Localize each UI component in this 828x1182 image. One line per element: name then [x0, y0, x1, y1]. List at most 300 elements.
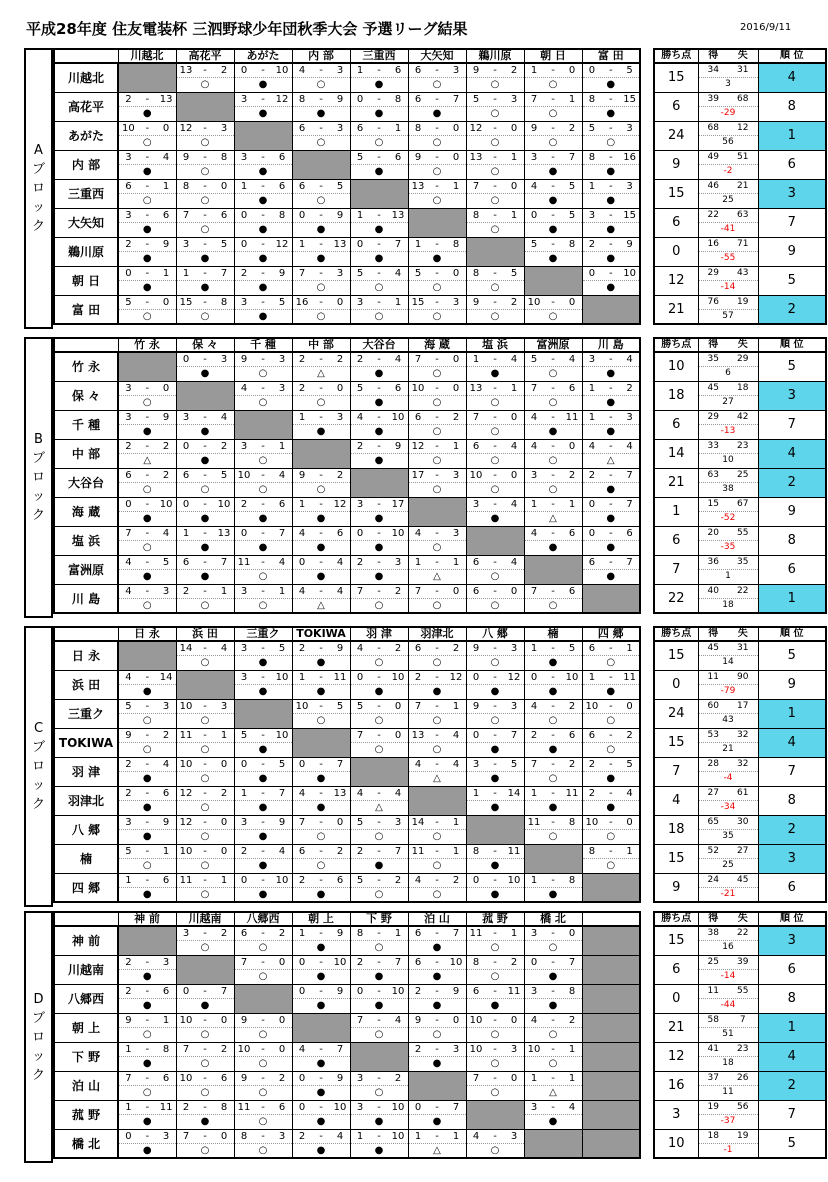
game-score [409, 585, 466, 599]
score-dash: - [493, 700, 497, 712]
game-score [293, 845, 350, 859]
runs-allowed: 29 [737, 354, 749, 364]
runs-against: 3 [452, 527, 460, 539]
runs-for: 6 [588, 556, 596, 568]
runs-against: 4 [394, 354, 402, 365]
runs-against: 0 [452, 122, 460, 134]
score-dash: - [608, 267, 613, 279]
result-mark: ○ [548, 396, 558, 408]
game-cell [118, 295, 176, 324]
runs-against: 6 [568, 729, 576, 741]
runs-against: 2 [394, 874, 402, 886]
score-dash: - [203, 209, 207, 221]
game-cell [118, 670, 176, 699]
score-dash: - [203, 527, 207, 539]
game-cell [466, 699, 524, 728]
runs-for: 3 [588, 354, 596, 365]
runs-summary [698, 208, 758, 237]
team-name: 羽 津 [54, 757, 118, 786]
game-score [351, 267, 408, 281]
runs-against: 11 [333, 671, 347, 683]
header-corner [54, 627, 118, 641]
team-row [54, 815, 640, 844]
game-cell [466, 926, 524, 955]
empty-cell [466, 526, 524, 555]
game-score [351, 1072, 408, 1086]
runs-for: 8 [472, 267, 480, 279]
game-score [119, 440, 176, 454]
score-dash: - [377, 498, 381, 510]
runs-against: 1 [452, 845, 460, 857]
result-mark: ○ [374, 888, 384, 900]
runs-for: 3 [472, 498, 480, 510]
runs-scored-allowed [699, 296, 758, 310]
result-mark: ● [258, 79, 268, 90]
game-cell [524, 439, 582, 468]
runs-for: 4 [298, 585, 306, 597]
report-date: 2016/9/11 [740, 22, 792, 33]
runs-for: 12 [469, 122, 483, 134]
result-mark: ○ [432, 599, 442, 611]
result-mark: ○ [200, 1057, 210, 1069]
runs-against: 4 [162, 527, 170, 539]
rank-value: 2 [758, 1071, 826, 1100]
runs-for: 7 [530, 758, 538, 770]
runs-for: 10 [237, 469, 251, 481]
column-header: 羽 津 [350, 627, 408, 641]
game-score [235, 671, 292, 685]
runs-summary [698, 815, 758, 844]
runs-for: 6 [472, 985, 480, 997]
team-name: 神 前 [54, 926, 118, 955]
runs-scored: 39 [707, 93, 719, 104]
column-header: 朝 上 [292, 912, 350, 926]
score-dash: - [261, 209, 265, 221]
runs-scored: 38 [707, 928, 719, 938]
game-cell [466, 92, 524, 121]
game-cell [466, 1129, 524, 1158]
result-mark: ● [258, 772, 268, 784]
rank-value: 8 [758, 984, 826, 1013]
rank-value: 9 [758, 237, 826, 266]
game-cell [582, 150, 640, 179]
game-cell [466, 295, 524, 324]
standing-row [654, 1071, 826, 1100]
game-cell [176, 1100, 234, 1129]
runs-for: 8 [240, 1130, 248, 1142]
game-cell [118, 121, 176, 150]
score-dash: - [435, 956, 439, 968]
result-mark: ○ [258, 970, 268, 982]
block-label [24, 48, 53, 329]
game-score [525, 1014, 582, 1028]
game-cell [408, 1100, 466, 1129]
runs-summary [698, 873, 758, 902]
runs-against: 9 [278, 816, 286, 828]
runs-against: 0 [278, 1043, 286, 1055]
run-differential: -13 [720, 425, 736, 436]
runs-for: 1 [125, 1101, 132, 1113]
runs-for: 6 [298, 180, 306, 192]
runs-for: 5 [530, 238, 538, 250]
runs-against: 2 [452, 643, 460, 654]
runs-against: 7 [452, 928, 460, 939]
score-dash: - [377, 238, 381, 250]
empty-cell [350, 1042, 408, 1071]
runs-against: 6 [162, 1072, 170, 1084]
team-row [54, 497, 640, 526]
score-dash: - [493, 1072, 497, 1084]
score-dash: - [319, 556, 323, 568]
game-score [409, 729, 466, 743]
empty-cell [582, 1100, 640, 1129]
runs-against: 3 [452, 1043, 460, 1055]
runs-against: 2 [568, 122, 576, 134]
result-mark: ○ [490, 970, 500, 982]
runs-against: 3 [510, 1043, 518, 1055]
runs-against: 9 [162, 411, 170, 423]
runs-against: 7 [394, 956, 402, 968]
runs-against: 3 [452, 296, 460, 308]
result-mark: ○ [432, 368, 442, 379]
runs-for: 7 [530, 585, 538, 597]
runs-for: 7 [530, 93, 538, 105]
result-mark: ○ [490, 483, 500, 495]
runs-scored-allowed [699, 353, 758, 367]
score-dash: - [261, 354, 265, 365]
header-corner [54, 338, 118, 352]
runs-for: 1 [530, 787, 538, 799]
runs-against: 1 [626, 845, 633, 857]
game-cell [118, 786, 176, 815]
runs-for: 7 [414, 585, 422, 597]
score-dash: - [377, 729, 381, 741]
runs-against: 1 [626, 643, 633, 654]
result-mark: ○ [432, 888, 442, 900]
runs-for: 4 [356, 411, 364, 423]
game-score [525, 469, 582, 483]
runs-against: 3 [278, 354, 286, 365]
runs-against: 7 [220, 267, 228, 279]
runs-for: 1 [588, 382, 596, 394]
result-mark: ○ [374, 743, 384, 755]
game-score [119, 267, 176, 281]
runs-summary [698, 439, 758, 468]
game-score [351, 151, 408, 165]
runs-for: 6 [414, 643, 422, 654]
score-dash: - [319, 874, 323, 886]
game-cell [466, 381, 524, 410]
result-mark: ○ [200, 310, 210, 322]
game-cell [118, 1013, 176, 1042]
column-header [582, 912, 640, 926]
game-cell [292, 786, 350, 815]
runs-against: 5 [626, 758, 633, 770]
game-score [177, 238, 234, 252]
game-cell [408, 121, 466, 150]
score-dash: - [551, 758, 555, 770]
runs-against: 6 [278, 180, 286, 192]
runs-for: 0 [298, 758, 306, 770]
score-dash: - [551, 928, 555, 939]
team-name: 塩 浜 [54, 526, 118, 555]
result-mark: ○ [490, 1086, 500, 1098]
runs-against: 4 [162, 151, 170, 163]
game-cell [466, 641, 524, 670]
game-cell [292, 955, 350, 984]
runs-for: 7 [356, 729, 364, 741]
score-dash: - [435, 122, 439, 134]
game-cell [524, 641, 582, 670]
runs-against: 11 [507, 985, 521, 997]
result-mark: ● [374, 970, 384, 982]
game-cell [466, 1071, 524, 1100]
team-name: 朝 上 [54, 1013, 118, 1042]
game-score [235, 642, 292, 656]
result-mark: ○ [490, 1028, 500, 1040]
game-score [119, 985, 176, 999]
runs-for: 0 [356, 527, 364, 539]
runs-against: 10 [507, 874, 521, 886]
game-cell [292, 468, 350, 497]
score-dash: - [435, 816, 439, 828]
runs-for: 0 [472, 874, 480, 886]
game-score [409, 122, 466, 136]
points-value: 6 [654, 526, 698, 555]
game-cell [466, 1013, 524, 1042]
game-cell [466, 757, 524, 786]
runs-against: 6 [336, 874, 344, 886]
points-value: 6 [654, 92, 698, 121]
runs-for: 9 [240, 1014, 248, 1026]
result-mark: ● [548, 743, 558, 755]
score-dash: - [145, 151, 150, 163]
column-header: 日 永 [118, 627, 176, 641]
score-dash: - [261, 787, 265, 799]
runs-against: 0 [452, 151, 460, 163]
game-score [583, 180, 640, 194]
result-mark: ● [374, 396, 384, 408]
result-mark: ○ [142, 194, 152, 206]
score-dash: - [261, 267, 265, 279]
game-score [119, 122, 176, 136]
team-row [54, 555, 640, 584]
team-name: 高花平 [54, 92, 118, 121]
runs-against: 3 [336, 65, 344, 76]
team-name: 三重西 [54, 179, 118, 208]
runs-summary [698, 410, 758, 439]
runs-scored-allowed [699, 527, 758, 541]
run-differential: 1 [725, 570, 731, 581]
game-score [409, 556, 466, 570]
game-cell [234, 266, 292, 295]
runs-scored: 35 [707, 354, 719, 364]
game-cell [408, 63, 466, 92]
game-score [525, 353, 582, 367]
result-mark: ● [548, 801, 558, 813]
game-score [583, 238, 640, 252]
runs-for: 3 [240, 585, 248, 597]
runs-for: 6 [240, 928, 248, 939]
result-mark: ○ [200, 136, 210, 148]
runs-for: 2 [356, 845, 364, 857]
result-mark: ● [548, 194, 558, 206]
points-value: 0 [654, 670, 698, 699]
empty-cell [408, 1071, 466, 1100]
score-dash: - [319, 209, 323, 221]
runs-for: 9 [472, 700, 480, 712]
runs-for: 1 [588, 411, 596, 423]
game-score [177, 209, 234, 223]
runs-against: 4 [336, 556, 344, 568]
score-dash: - [145, 93, 150, 105]
runs-for: 16 [295, 296, 309, 308]
game-cell [118, 873, 176, 902]
points-value: 6 [654, 955, 698, 984]
game-score [525, 642, 582, 656]
team-name: 川越北 [54, 63, 118, 92]
runs-for: 1 [530, 1072, 538, 1084]
game-score [409, 956, 466, 970]
runs-against: 10 [391, 1130, 405, 1142]
game-cell [292, 873, 350, 902]
game-cell [350, 984, 408, 1013]
runs-for: 5 [125, 700, 132, 712]
runs-against: 0 [568, 928, 576, 939]
rank-value: 4 [758, 1042, 826, 1071]
points-value: 10 [654, 352, 698, 381]
header-corner [54, 49, 118, 63]
runs-scored-allowed [699, 816, 758, 830]
runs-against: 12 [449, 671, 463, 683]
runs-summary [698, 92, 758, 121]
runs-for: 0 [472, 671, 480, 683]
runs-for: 6 [182, 556, 190, 568]
runs-for: 13 [411, 180, 425, 192]
game-cell [350, 208, 408, 237]
result-mark: ○ [490, 714, 500, 726]
empty-cell [582, 1071, 640, 1100]
result-mark: ○ [432, 310, 442, 322]
result-mark: △ [433, 772, 441, 784]
game-cell [176, 526, 234, 555]
result-mark: ● [142, 830, 152, 842]
game-score [235, 556, 292, 570]
runs-for: 1 [298, 928, 306, 939]
rank-value: 6 [758, 955, 826, 984]
game-score [235, 874, 292, 888]
runs-against: 12 [507, 671, 521, 683]
runs-against: 0 [510, 180, 518, 192]
score-dash: - [551, 440, 555, 452]
game-cell [118, 92, 176, 121]
score-dash: - [493, 151, 497, 163]
runs-against: 6 [394, 382, 402, 394]
game-score [467, 440, 524, 454]
game-cell [408, 439, 466, 468]
score-dash: - [377, 354, 381, 365]
score-dash: - [319, 1072, 323, 1084]
runs-against: 2 [626, 382, 633, 394]
game-score [235, 1072, 292, 1086]
result-mark: ○ [548, 483, 558, 495]
game-score [235, 498, 292, 512]
score-dash: - [145, 1043, 150, 1055]
runs-against: 9 [162, 238, 170, 250]
rank-value: 3 [758, 926, 826, 955]
score-dash: - [608, 93, 613, 105]
result-mark: ● [316, 1144, 326, 1156]
score-dash: - [261, 671, 265, 683]
game-cell [350, 1100, 408, 1129]
runs-for: 10 [411, 382, 425, 394]
points-header: 勝ち点 [654, 338, 698, 352]
result-mark: ● [258, 194, 268, 206]
score-dash: - [551, 787, 555, 799]
result-mark: ○ [548, 772, 558, 784]
game-cell [582, 757, 640, 786]
score-dash: - [145, 729, 150, 741]
rank-header: 順 位 [758, 49, 826, 63]
result-mark: ○ [258, 570, 268, 582]
game-cell [408, 699, 466, 728]
score-dash: - [377, 956, 381, 968]
runs-summary [698, 497, 758, 526]
score-dash: - [319, 956, 323, 968]
game-cell [582, 381, 640, 410]
game-score [583, 642, 640, 656]
game-score [467, 1043, 524, 1057]
rank-value: 5 [758, 266, 826, 295]
league-block [24, 48, 804, 329]
game-cell [234, 526, 292, 555]
team-name: 三重ク [54, 699, 118, 728]
game-cell [234, 844, 292, 873]
game-cell [466, 670, 524, 699]
runs-for: 1 [414, 238, 422, 250]
game-score [293, 1130, 350, 1144]
game-score [177, 353, 234, 367]
score-dash: - [377, 209, 381, 221]
result-mark: ● [548, 165, 558, 177]
runs-against: 2 [626, 729, 633, 741]
standings-table [653, 911, 827, 1159]
game-cell [234, 926, 292, 955]
points-value: 15 [654, 641, 698, 670]
runs-for: 4 [125, 556, 132, 568]
game-cell [292, 1042, 350, 1071]
game-cell [524, 410, 582, 439]
runs-for: 9 [472, 643, 480, 654]
points-value: 1 [654, 497, 698, 526]
runs-summary [698, 121, 758, 150]
runs-for: 5 [125, 845, 132, 857]
team-row [54, 1071, 640, 1100]
runs-for: 2 [125, 440, 132, 452]
standing-row [654, 984, 826, 1013]
runs-for: 0 [240, 758, 248, 770]
runs-summary [698, 179, 758, 208]
game-cell [350, 815, 408, 844]
runs-for: 3 [240, 643, 248, 654]
game-cell [350, 873, 408, 902]
score-dash: - [493, 928, 497, 939]
runs-against: 1 [394, 296, 402, 308]
game-score [293, 671, 350, 685]
result-mark: ○ [200, 1028, 210, 1040]
runs-for: 1 [298, 671, 306, 683]
column-header: 楠 [524, 627, 582, 641]
